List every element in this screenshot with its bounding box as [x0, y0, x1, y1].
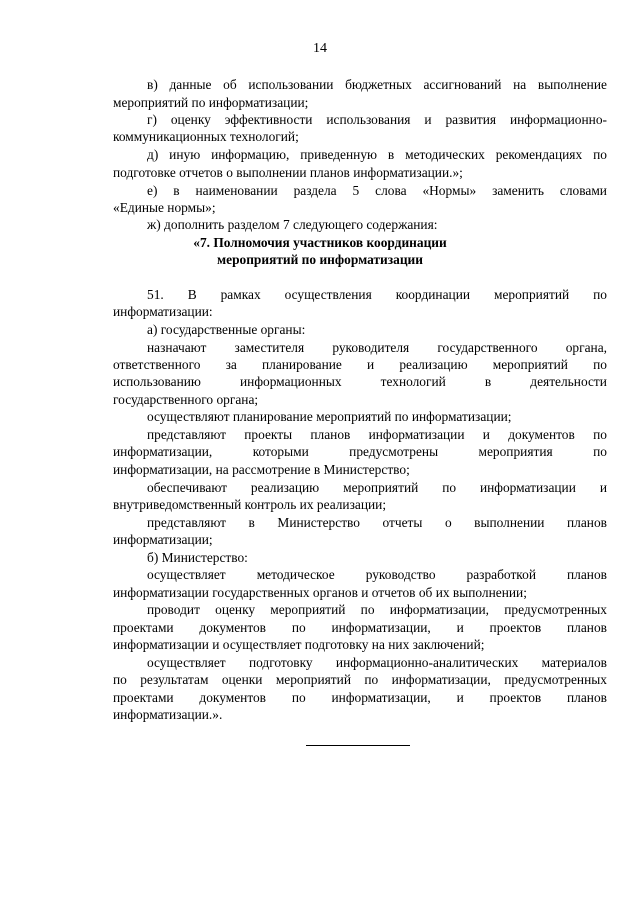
text-line — [147, 146, 607, 164]
word: проекты — [244, 427, 293, 442]
word: планов — [567, 620, 607, 635]
word: по — [291, 690, 306, 705]
word: информатизации, — [331, 690, 431, 705]
word: информатизации, — [391, 672, 491, 687]
word: слова — [375, 183, 407, 198]
word: осуществления — [284, 287, 372, 302]
text-line — [113, 671, 607, 689]
word: выполнении — [474, 515, 545, 530]
word: и — [599, 480, 607, 495]
text-line — [147, 514, 607, 532]
word: предусмотренных — [504, 672, 607, 687]
word: проектов — [489, 620, 542, 635]
word: «Нормы» — [422, 183, 477, 198]
text-line — [147, 566, 607, 584]
word: реализацию — [250, 480, 320, 495]
word: бюджетных — [345, 77, 412, 92]
text-line — [147, 111, 607, 129]
word: проектами — [113, 620, 174, 635]
word: в — [387, 147, 395, 162]
word: раздела — [293, 183, 337, 198]
text-line: информатизации, на рассмотрение в Министерство; — [113, 462, 410, 477]
word: Министерство — [277, 515, 360, 530]
word: в — [248, 515, 255, 530]
text-line — [147, 182, 607, 200]
section-heading: мероприятий по информатизации — [217, 252, 423, 267]
word: информационно- — [509, 112, 607, 127]
text-line — [113, 356, 607, 374]
word: по — [291, 620, 306, 635]
word: осуществляет — [147, 655, 226, 670]
word: д) — [147, 147, 159, 162]
word: ответственного — [113, 357, 201, 372]
word: эффективности — [224, 112, 313, 127]
word: об — [223, 77, 237, 92]
word: в — [484, 374, 492, 389]
text-line — [113, 619, 607, 637]
text-line: информатизации.». — [113, 707, 223, 722]
word: и — [367, 357, 375, 372]
text-line — [147, 426, 607, 444]
word: мероприятий — [275, 672, 351, 687]
closing-rule — [306, 745, 410, 746]
word: на — [513, 77, 527, 92]
word: предусмотренных — [504, 602, 607, 617]
text-line — [147, 654, 607, 672]
word: результатам — [140, 672, 209, 687]
word: руководство — [365, 567, 436, 582]
word: информатизации, — [113, 444, 213, 459]
word: документов — [199, 690, 267, 705]
word: использовании — [248, 77, 334, 92]
word: представляют — [147, 515, 227, 530]
word: органа, — [565, 340, 607, 355]
word: оценку — [170, 112, 211, 127]
word: и — [456, 620, 464, 635]
text-line — [147, 286, 607, 304]
word: проводит — [147, 602, 200, 617]
section-heading: «7. Полномочия участников координации — [193, 235, 447, 250]
word: данные — [169, 77, 212, 92]
word: мероприятий — [270, 602, 346, 617]
text-line — [113, 443, 607, 461]
word: по — [593, 287, 607, 302]
word: координации — [395, 287, 471, 302]
word: использованию — [113, 374, 201, 389]
word: информатизации — [368, 427, 465, 442]
text-line — [113, 373, 607, 391]
word: словами — [559, 183, 607, 198]
word: информатизации, — [331, 620, 431, 635]
text-line: а) государственные органы: — [147, 322, 306, 337]
word: планов — [567, 567, 607, 582]
word: В — [187, 287, 197, 302]
word: информационно-аналитических — [335, 655, 519, 670]
word: оценку — [215, 602, 256, 617]
page-number: 14 — [313, 41, 327, 56]
word: назначают — [147, 340, 207, 355]
word: технологий — [380, 374, 446, 389]
text-line — [147, 76, 607, 94]
word: развития — [445, 112, 497, 127]
word: в) — [147, 77, 158, 92]
word: обеспечивают — [147, 480, 227, 495]
text-line: «Единые нормы»; — [113, 200, 216, 215]
word: по — [593, 357, 607, 372]
word: по — [593, 147, 607, 162]
word: рамках — [220, 287, 261, 302]
word: проектами — [113, 690, 174, 705]
word: приведенную — [300, 147, 378, 162]
word: рекомендациях — [495, 147, 583, 162]
word: ассигнований — [423, 77, 502, 92]
word: проектов — [489, 690, 542, 705]
word: е) — [147, 183, 158, 198]
word: заместителя — [234, 340, 305, 355]
word: иную — [169, 147, 201, 162]
text-line: информатизации и осуществляет подготовку на них заключений; — [113, 637, 485, 652]
word: оценки — [221, 672, 263, 687]
word: подготовку — [248, 655, 313, 670]
text-line — [147, 339, 607, 357]
word: деятельности — [530, 374, 607, 389]
word: г) — [147, 112, 157, 127]
text-line: мероприятий по информатизации; — [113, 95, 309, 110]
word: методических — [405, 147, 485, 162]
text-line: коммуникационных технологий; — [113, 129, 299, 144]
word: и — [424, 112, 432, 127]
word: отчеты — [382, 515, 423, 530]
word: которыми — [252, 444, 309, 459]
word: государственного — [437, 340, 538, 355]
word: наименовании — [195, 183, 278, 198]
word: планов — [567, 515, 607, 530]
word: и — [482, 427, 490, 442]
word: заменить — [492, 183, 545, 198]
word: по — [593, 427, 607, 442]
word: информационных — [239, 374, 342, 389]
word: о — [444, 515, 452, 530]
word: разработкой — [466, 567, 536, 582]
word: мероприятий — [343, 480, 419, 495]
word: мероприятия — [478, 444, 553, 459]
word: использования — [326, 112, 411, 127]
word: мероприятий — [492, 357, 568, 372]
word: по — [113, 672, 127, 687]
word: осуществляет — [147, 567, 226, 582]
word: 5 — [352, 183, 360, 198]
text-line — [147, 479, 607, 497]
text-line: информатизации государственных органов и отчетов об их выполнении; — [113, 585, 527, 600]
text-line: внутриведомственный контроль их реализации; — [113, 497, 387, 512]
word: планирование — [261, 357, 342, 372]
word: выполнение — [537, 77, 607, 92]
word: в — [173, 183, 180, 198]
word: планов — [567, 690, 607, 705]
word: планов — [310, 427, 351, 442]
word: мероприятий — [493, 287, 570, 302]
word: по — [442, 480, 457, 495]
word: документов — [199, 620, 267, 635]
text-line: б) Министерство: — [147, 550, 248, 565]
word: 51. — [147, 287, 164, 302]
word: по — [364, 672, 379, 687]
word: методическое — [256, 567, 335, 582]
word: представляют — [147, 427, 227, 442]
word: предусмотрены — [349, 444, 439, 459]
word: информатизации — [479, 480, 576, 495]
word: документов — [508, 427, 575, 442]
text-line: ж) дополнить разделом 7 следующего содержания: — [147, 217, 438, 232]
word: информацию, — [211, 147, 290, 162]
text-line: информатизации; — [113, 532, 213, 547]
text-line — [147, 601, 607, 619]
word: реализацию — [399, 357, 468, 372]
word: информатизации, — [389, 602, 490, 617]
word: за — [225, 357, 237, 372]
word: по — [593, 444, 607, 459]
text-line: государственного органа; — [113, 392, 259, 407]
text-line — [113, 689, 607, 707]
word: по — [360, 602, 375, 617]
text-line: осуществляют планирование мероприятий по информатизации; — [147, 409, 512, 424]
word: материалов — [541, 655, 607, 670]
text-line: информатизации: — [113, 304, 213, 319]
word: руководителя — [332, 340, 410, 355]
word: и — [456, 690, 464, 705]
text-line: подготовке отчетов о выполнении планов информатизации.»; — [113, 165, 463, 180]
